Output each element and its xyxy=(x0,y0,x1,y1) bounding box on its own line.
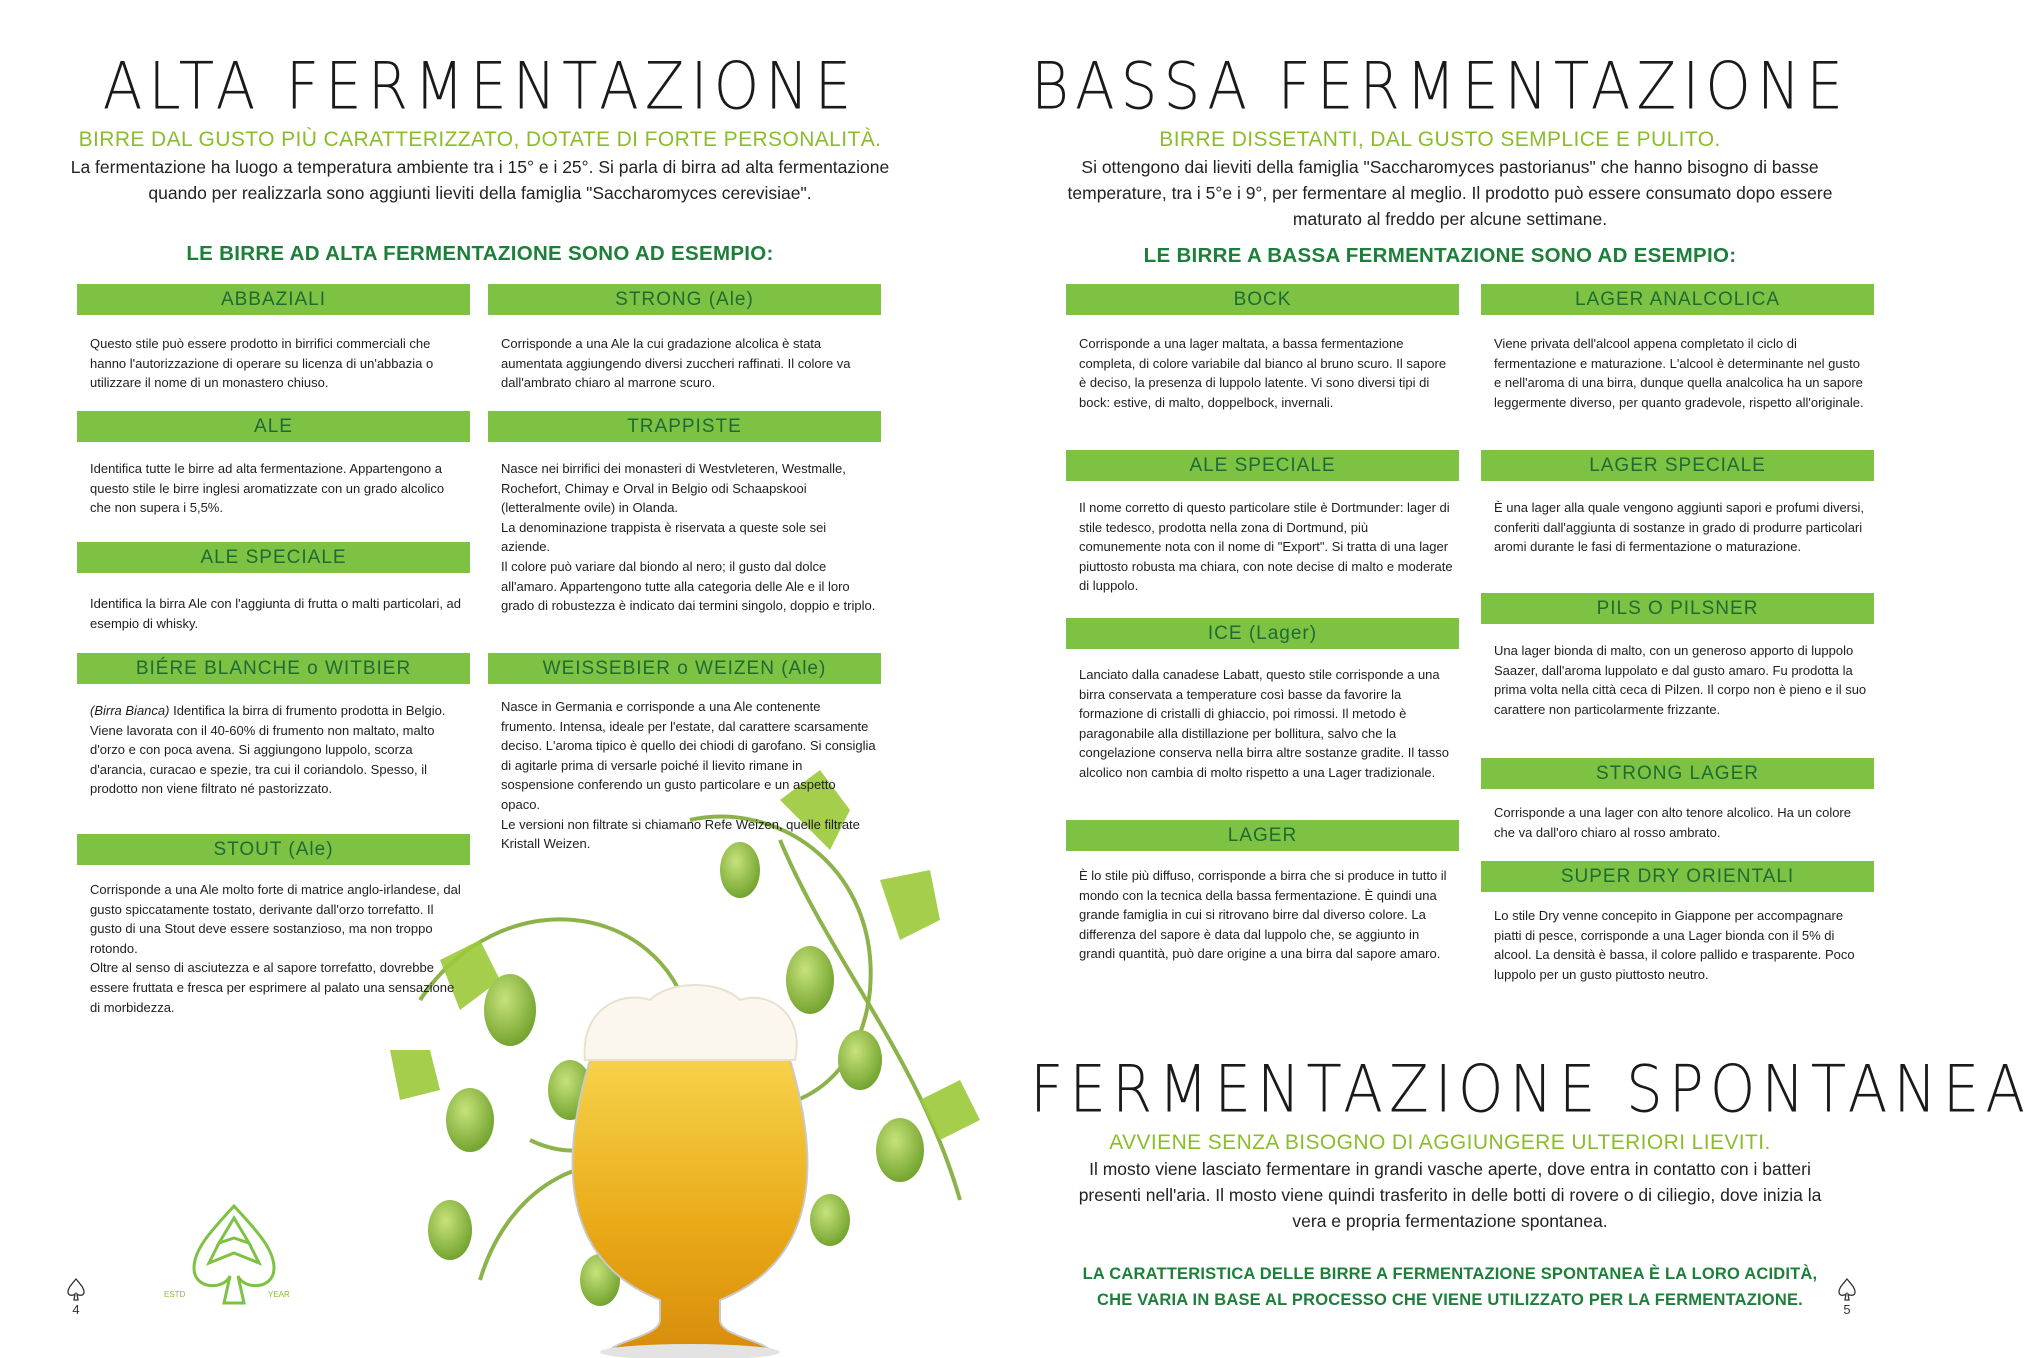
style-bar-biere-blanche: BIÉRE BLANCHE o WITBIER xyxy=(77,653,470,684)
intro-paragraph: Si ottengono dai lieviti della famiglia "Saccharomyces pastorianus" che hanno bisogno di basse temperature, tra i 5°e i 9°, per fermentare al meglio. Il prodotto può essere consumato dopo essere maturato al freddo per alcune settimane. xyxy=(1067,157,1833,229)
desc-text: Identifica la birra di frumento prodotta in Belgio. Viene lavorata con il 40-60% di frumento non maltato, malto d'orzo e con poca avena. Si aggiungono luppolo, scorza d'arancia, curacao e spezie, tra cui il coriandolo. Spesso, il prodotto non viene filtrato né pastorizzato. xyxy=(90,703,446,797)
style-bar-abbaziali: ABBAZIALI xyxy=(77,284,470,315)
style-bar-lager-speciale: LAGER SPECIALE xyxy=(1481,450,1874,481)
style-desc-super-dry: Lo stile Dry venne concepito in Giappone per accompagnare piatti di pesce, corrisponde a una Lager bionda con il 5% di alcool. La densità è bassa, il colore pallido e trasparente. Poco luppolo per un gusto piuttosto neutro. xyxy=(1494,908,1855,982)
style-bar-bock: BOCK xyxy=(1066,284,1459,315)
spontaneous-closing: LA CARATTERISTICA DELLE BIRRE A FERMENTAZIONE SPONTANEA È LA LORO ACIDITÀ, CHE VARIA IN BASE AL PROCESSO CHE VIENE UTILIZZATO PER LA FERMENTAZIONE. xyxy=(1082,1265,1818,1309)
style-bar-strong-lager: STRONG LAGER xyxy=(1481,758,1874,789)
style-desc-ale-speciale: Il nome corretto di questo particolare stile è Dortmunder: lager di stile tedesco, prodotta nella zona di Dortmund, più comunemente nota con il nome di "Export". Si tratta di una lager piuttosto robusta ma chiara, con note decise di malto e moderate di luppolo. xyxy=(1079,500,1453,594)
style-desc-bock: Corrisponde a una lager maltata, a bassa fermentazione completa, di colore variabile dal bianco al bruno scuro. Il sapore è deciso, la presenza di luppolo latente. Vi sono diversi tipi di bock: estive, di malto, doppelbock, invernali. xyxy=(1079,336,1447,410)
page-number: 4 xyxy=(72,1302,80,1317)
italic-prefix: (Birra Bianca) xyxy=(90,703,170,718)
style-bar-lager: LAGER xyxy=(1066,820,1459,851)
spontaneous-intro: Il mosto viene lasciato fermentare in grandi vasche aperte, dove entra in contatto con i batteri presenti nell'aria. Il mosto viene quindi trasferito in delle botti di rovere o di ciliegio, dove inizia la vera e propria fermentazione spontanea. xyxy=(1078,1159,1822,1231)
left-page xyxy=(0,0,960,1358)
style-bar-ale-speciale: ALE SPECIALE xyxy=(1066,450,1459,481)
spade-icon xyxy=(66,1278,86,1302)
page-title: ALTA FERMENTAZIONE xyxy=(102,47,858,125)
style-desc-stout: Corrisponde a una Ale molto forte di matrice anglo-irlandese, dal gusto spiccatamente tostato, derivante dall'orzo torrefatto. Il gusto di una Stout deve essere sostanzioso, ma non troppo rotondo. Oltre al senso di asciutezza e al sapore torrefatto, dovrebbe essere fruttata e fresca per esprimere al palato una sensazione di morbidezza. xyxy=(90,882,461,1015)
style-desc-strong-lager: Corrisponde a una lager con alto tenore alcolico. Ha un colore che va dall'oro chiaro al rosso ambrato. xyxy=(1494,805,1851,840)
page-number: 5 xyxy=(1843,1302,1851,1317)
logo-right-text: YEAR xyxy=(268,1290,290,1299)
style-bar-strong-ale: STRONG (Ale) xyxy=(488,284,881,315)
style-bar-trappiste: TRAPPISTE xyxy=(488,411,881,442)
section-heading: LE BIRRE A BASSA FERMENTAZIONE SONO AD ESEMPIO: xyxy=(1143,244,1737,267)
style-bar-lager-analcolica: LAGER ANALCOLICA xyxy=(1481,284,1874,315)
style-desc-pils: Una lager bionda di malto, con un generoso apporto di luppolo Saazer, dall'aroma luppolato e dal gusto amaro. Fu prodotta la prima volta nella città ceca di Pilzen. Il corpo non è pieno e il suo carattere non particolarmente frizzante. xyxy=(1494,643,1867,717)
spade-icon xyxy=(1837,1278,1857,1302)
intro-paragraph: La fermentazione ha luogo a temperatura ambiente tra i 15° e i 25°. Si parla di birra ad alta fermentazione quando per realizzarla sono aggiunti lieviti della famiglia "Saccharomyces cerevisiae". xyxy=(70,157,890,203)
style-bar-weissebier: WEISSEBIER o WEIZEN (Ale) xyxy=(488,653,881,684)
section-heading: LE BIRRE AD ALTA FERMENTAZIONE SONO AD ESEMPIO: xyxy=(186,242,774,265)
style-desc-ice-lager: Lanciato dalla canadese Labatt, questo stile corrisponde a una birra conservata a temperature così basse da favorire la formazione di cristalli di ghiaccio, poi rimossi. Il metodo è paragonabile alla distillazione per bollitura, salvo che la congelazione conserva nella birra altre sostanze gradite. Il tasso alcolico non cambia di molto rispetto a una Lager tradizionale. xyxy=(1079,667,1449,780)
style-desc-ale: Identifica tutte le birre ad alta fermentazione. Appartengono a questo stile le birre inglesi aromatizzate con un grado alcolico che non supera i 5,5%. xyxy=(90,461,445,516)
style-bar-pils: PILS O PILSNER xyxy=(1481,593,1874,624)
style-desc-trappiste: Nasce nei birrifici dei monasteri di Westvleteren, Westmalle, Rochefort, Chimay e Orval in Belgio odi Schaapskooi (letteralmente ovile) in Olanda. La denominazione trappista è riservata a queste sole sei aziende. Il colore può variare dal biondo al nero; il gusto dal dolce all'amaro. Appartengono tutte alla categoria delle Ale e il loro grado di robustezza è indicato dai termini singolo, doppio e triplo. xyxy=(501,461,876,614)
spontaneous-title: FERMENTAZIONE SPONTANEA xyxy=(1030,1050,2031,1128)
style-desc-weissebier: Nasce in Germania e corrisponde a una Ale contenente frumento. Intensa, ideale per l'estate, dal carattere scarsamente deciso. L'aroma tipico è quello dei chiodi di garofano. Si consiglia di agitarle prima di versarle poiché il lievito rimane in sospensione conferendo un gusto particolare e un aspetto opaco. Le versioni non filtrate si chiamano Refe Weizen, quelle filtrate Kristall Weizen. xyxy=(501,699,876,852)
style-bar-ice-lager: ICE (Lager) xyxy=(1066,618,1459,649)
style-desc-lager-analcolica: Viene privata dell'alcool appena completato il ciclo di fermentazione e maturazione. L'alcool è determinante nel gusto e nell'aroma di una birra, dunque quella analcolica ha un sapore leggermente diverso, per quanto gradevole, rispetto all'originale. xyxy=(1494,336,1864,410)
page-title: BASSA FERMENTAZIONE xyxy=(1031,47,1849,125)
style-desc-lager: È lo stile più diffuso, corrisponde a birra che si produce in tutto il mondo con la tecnica della bassa fermentazione. È quindi una grande famiglia in cui si ritrovano birre dal diverso colore. La differenza del sapore è data dal luppolo che, se aggiunto in grandi quantità, può dare origine a una birra dal sapore amaro. xyxy=(1079,868,1447,962)
spontaneous-subtitle: AVVIENE SENZA BISOGNO DI AGGIUNGERE ULTERIORI LIEVITI. xyxy=(1109,1131,1771,1154)
style-bar-ale-speciale: ALE SPECIALE xyxy=(77,542,470,573)
style-bar-stout: STOUT (Ale) xyxy=(77,834,470,865)
style-desc-biere-blanche xyxy=(90,701,465,799)
logo-left-text: ESTD xyxy=(164,1290,186,1299)
page-subtitle: BIRRE DISSETANTI, DAL GUSTO SEMPLICE E PULITO. xyxy=(1159,128,1721,151)
style-desc-strong-ale: Corrisponde a una Ale la cui gradazione alcolica è stata aumentata aggiungendo diversi zuccheri raffinati. Il colore va dall'ambrato chiaro al marrone scuro. xyxy=(501,336,851,391)
right-page xyxy=(960,0,2031,1358)
style-desc-abbaziali: Questo stile può essere prodotto in birrifici commerciali che hanno l'autorizzazione di operare su licenza di un'abbazia o utilizzare il nome di un monastero chiuso. xyxy=(90,336,434,391)
style-desc-ale-speciale: Identifica la birra Ale con l'aggiunta di frutta o malti particolari, ad esempio di whisky. xyxy=(90,596,462,631)
style-bar-super-dry: SUPER DRY ORIENTALI xyxy=(1481,861,1874,892)
page-subtitle: BIRRE DAL GUSTO PIÙ CARATTERIZZATO, DOTATE DI FORTE PERSONALITÀ. xyxy=(78,128,882,151)
style-bar-ale: ALE xyxy=(77,411,470,442)
style-desc-lager-speciale: È una lager alla quale vengono aggiunti sapori e profumi diversi, conferiti dall'aggiunta di sostanze in grado di produrre particolari aromi durante le fasi di fermentazione o maturazione. xyxy=(1494,500,1865,555)
